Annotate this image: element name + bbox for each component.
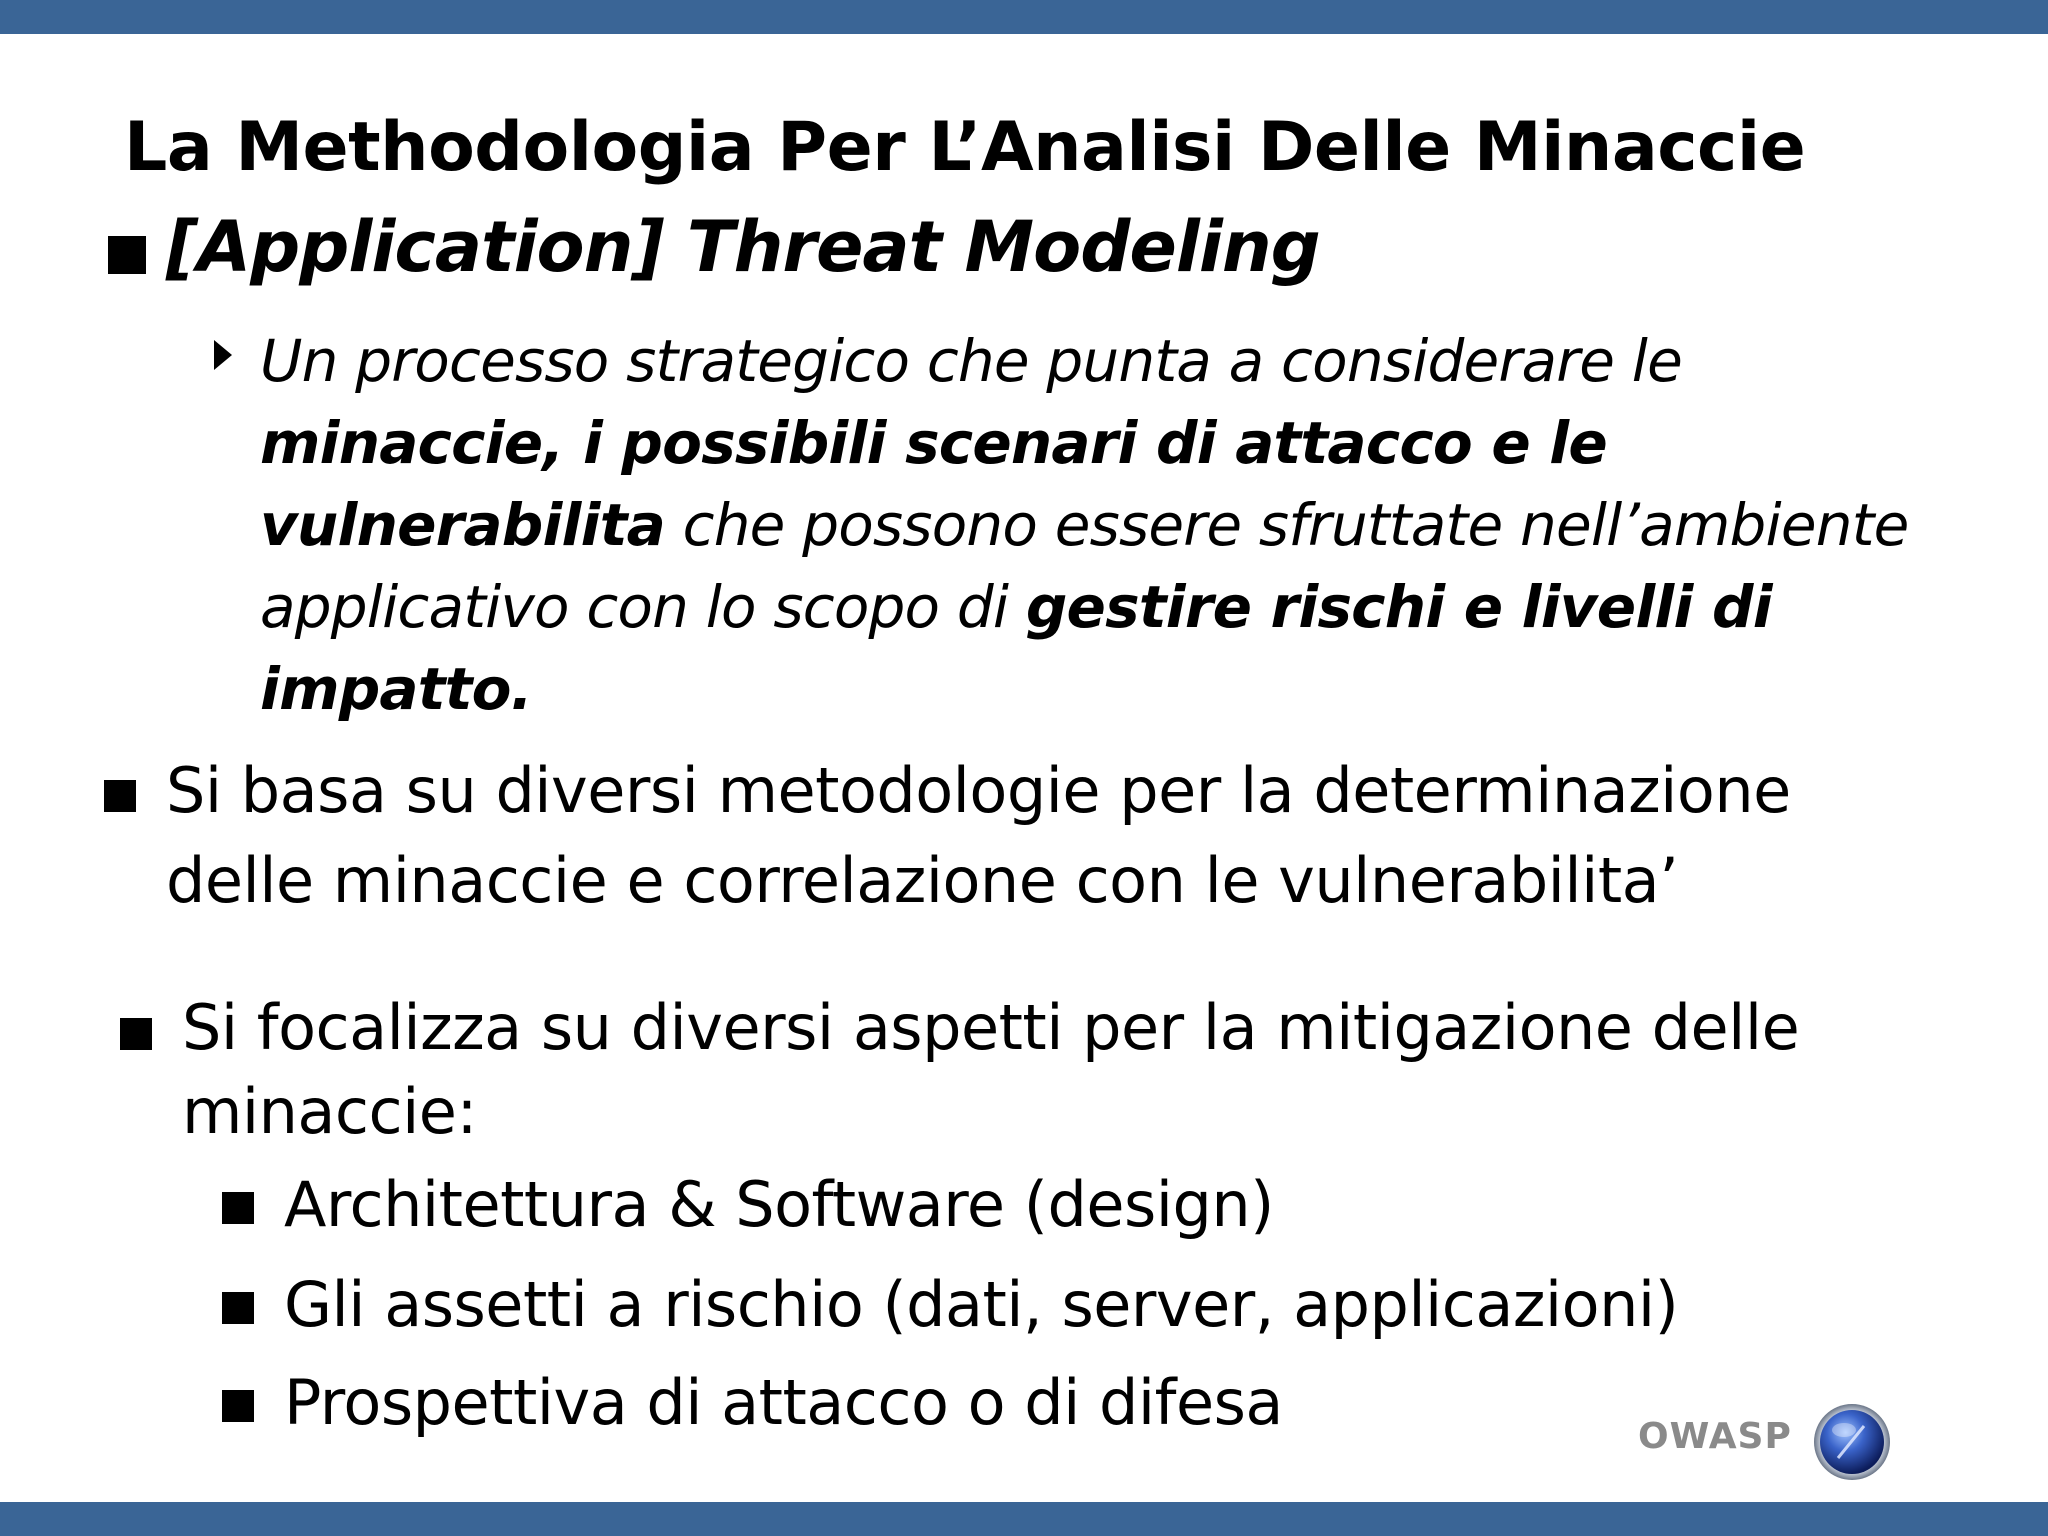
slide-title: La Methodologia Per L’Analisi Delle Minaccie: [124, 108, 1806, 187]
square-bullet-icon: [222, 1192, 254, 1224]
definition-bold-2: gestire rischi e livelli di impatto.: [260, 573, 1772, 723]
square-bullet-icon: [108, 236, 146, 274]
sub-bullet-text: Gli assetti a rischio (dati, server, applicazioni): [284, 1268, 1679, 1341]
definition-bold-1: minaccie, i possibili scenari di attacco e le vulnerabilita: [260, 409, 1607, 559]
top-bar: [0, 0, 2048, 34]
square-bullet-icon: [104, 780, 136, 812]
square-bullet-icon: [222, 1292, 254, 1324]
owasp-globe-icon: [1812, 1402, 1892, 1482]
bullet-text: [Application] Threat Modeling: [166, 206, 1320, 288]
bullet-text: Si basa su diversi metodologie per la determinazione delle minaccie e correlazione con le vulnerabilita’: [166, 754, 1791, 917]
square-bullet-icon: [120, 1018, 152, 1050]
sub-bullet-text: Architettura & Software (design): [284, 1168, 1274, 1241]
bottom-bar: [0, 1502, 2048, 1536]
sub-bullet-text: Prospettiva di attacco o di difesa: [284, 1366, 1283, 1439]
sub-bullet-definition: [260, 320, 1980, 730]
triangle-bullet-icon: [214, 340, 232, 370]
definition-text-1: Un processo strategico che punta a considerare le: [260, 327, 1682, 395]
owasp-logo-text: OWASP: [1638, 1416, 1792, 1457]
definition-text-2: che possono essere sfruttate nell’ambiente applicativo con lo scopo di: [260, 491, 1909, 641]
square-bullet-icon: [222, 1390, 254, 1422]
bullet-text: Si focalizza su diversi aspetti per la mitigazione delle minaccie:: [182, 991, 1800, 1148]
